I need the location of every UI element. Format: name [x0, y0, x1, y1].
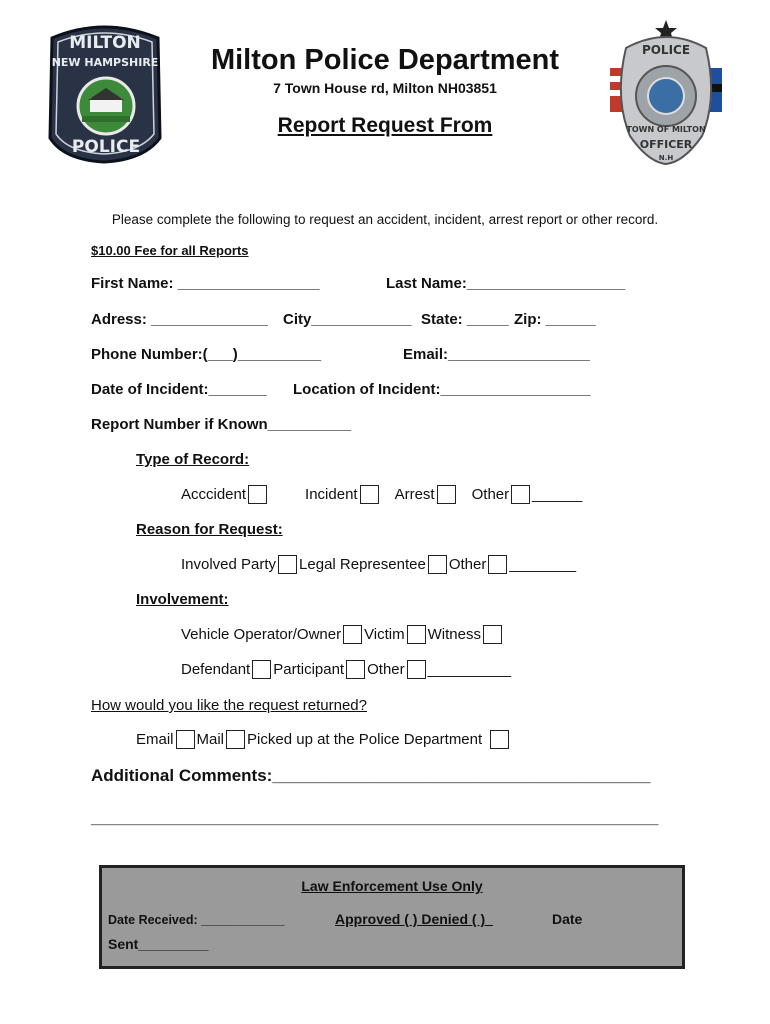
arrest-label: Arrest: [394, 486, 435, 503]
involvement-heading: Involvement:: [136, 591, 229, 608]
accident-checkbox[interactable]: [248, 485, 267, 504]
other-involvement-checkbox[interactable]: [407, 660, 426, 679]
victim-checkbox[interactable]: [407, 625, 426, 644]
last-name-field[interactable]: Last Name:___________________: [386, 275, 626, 292]
report-number-field[interactable]: Report Number if Known__________: [91, 416, 352, 433]
patch-text-bottom: POLICE: [71, 137, 141, 157]
return-method-question: How would you like the request returned?: [91, 697, 367, 714]
defendant-checkbox[interactable]: [252, 660, 271, 679]
page-title: Milton Police Department: [210, 44, 560, 76]
participant-checkbox[interactable]: [346, 660, 365, 679]
witness-label: Witness: [427, 626, 481, 643]
arrest-checkbox[interactable]: [437, 485, 456, 504]
patch-text-state: NEW HAMPSHIRE: [51, 56, 159, 69]
accident-label: Acccident: [181, 486, 247, 503]
approved-denied-field[interactable]: Approved ( ) Denied ( )_: [335, 911, 493, 927]
return-email-checkbox[interactable]: [176, 730, 195, 749]
reason-heading: Reason for Request:: [136, 521, 283, 538]
defendant-label: Defendant: [181, 661, 251, 678]
involvement-options-row2: [181, 660, 511, 679]
return-mail-label: Mail: [196, 731, 225, 748]
other-record-checkbox[interactable]: [511, 485, 530, 504]
other-involvement-blank[interactable]: __________: [427, 661, 512, 678]
incident-checkbox[interactable]: [360, 485, 379, 504]
badge-text-bottom: OFFICER: [639, 138, 693, 151]
official-heading: Law Enforcement Use Only: [301, 878, 483, 894]
return-pickup-checkbox[interactable]: [490, 730, 509, 749]
first-name-field[interactable]: First Name: _________________: [91, 275, 320, 292]
additional-comments-field[interactable]: Additional Comments:________________________________________: [91, 766, 651, 785]
other-involvement-label: Other: [367, 661, 405, 678]
return-method-options: [136, 730, 511, 749]
badge-text-top: POLICE: [641, 43, 691, 57]
sent-field[interactable]: Sent_________: [108, 936, 209, 952]
vehicle-operator-label: Vehicle Operator/Owner: [181, 626, 342, 643]
reason-options: [181, 555, 576, 574]
witness-checkbox[interactable]: [483, 625, 502, 644]
other-record-blank[interactable]: ______: [532, 486, 583, 503]
badge-text-ring: TOWN OF MILTON: [626, 125, 706, 134]
address-field[interactable]: Adress: ______________: [91, 311, 268, 328]
law-enforcement-use-only-box: [99, 865, 685, 969]
zip-field[interactable]: Zip: ______: [514, 311, 596, 328]
return-pickup-label: Picked up at the Police Department: [247, 731, 483, 748]
incident-label: Incident: [305, 486, 358, 503]
date-field[interactable]: Date: [552, 911, 583, 927]
involvement-options-row1: [181, 625, 504, 644]
other-record-label: Other: [471, 486, 510, 503]
form-title: Report Request From: [277, 114, 493, 137]
type-of-record-heading: Type of Record:: [136, 451, 250, 468]
return-email-label: Email: [136, 731, 174, 748]
phone-field[interactable]: Phone Number:(___)__________: [91, 346, 322, 363]
city-field[interactable]: City____________: [283, 311, 412, 328]
date-of-incident-field[interactable]: Date of Incident:_______: [91, 381, 267, 398]
vehicle-operator-checkbox[interactable]: [343, 625, 362, 644]
badge-text-tag: N.H: [658, 154, 674, 162]
other-reason-label: Other: [448, 556, 487, 573]
department-address: 7 Town House rd, Milton NH03851: [273, 80, 497, 96]
additional-comments-line2[interactable]: ____________________________________________________________: [91, 808, 659, 827]
date-received-field[interactable]: Date Received: ____________: [108, 913, 285, 927]
legal-representee-checkbox[interactable]: [428, 555, 447, 574]
email-field[interactable]: Email:_________________: [403, 346, 590, 363]
other-reason-blank[interactable]: ________: [509, 556, 577, 573]
participant-label: Participant: [273, 661, 345, 678]
location-of-incident-field[interactable]: Location of Incident:__________________: [293, 381, 591, 398]
patch-text-top: MILTON: [69, 33, 141, 53]
other-reason-checkbox[interactable]: [488, 555, 507, 574]
return-mail-checkbox[interactable]: [226, 730, 245, 749]
type-of-record-options: [181, 485, 582, 504]
victim-label: Victim: [364, 626, 405, 643]
legal-representee-label: Legal Representee: [299, 556, 426, 573]
intro-text: Please complete the following to request an accident, incident, arrest report or other record.: [111, 212, 659, 227]
fee-notice: $10.00 Fee for all Reports: [91, 243, 249, 258]
state-field[interactable]: State: _____: [421, 311, 509, 328]
involved-party-label: Involved Party: [181, 556, 277, 573]
involved-party-checkbox[interactable]: [278, 555, 297, 574]
